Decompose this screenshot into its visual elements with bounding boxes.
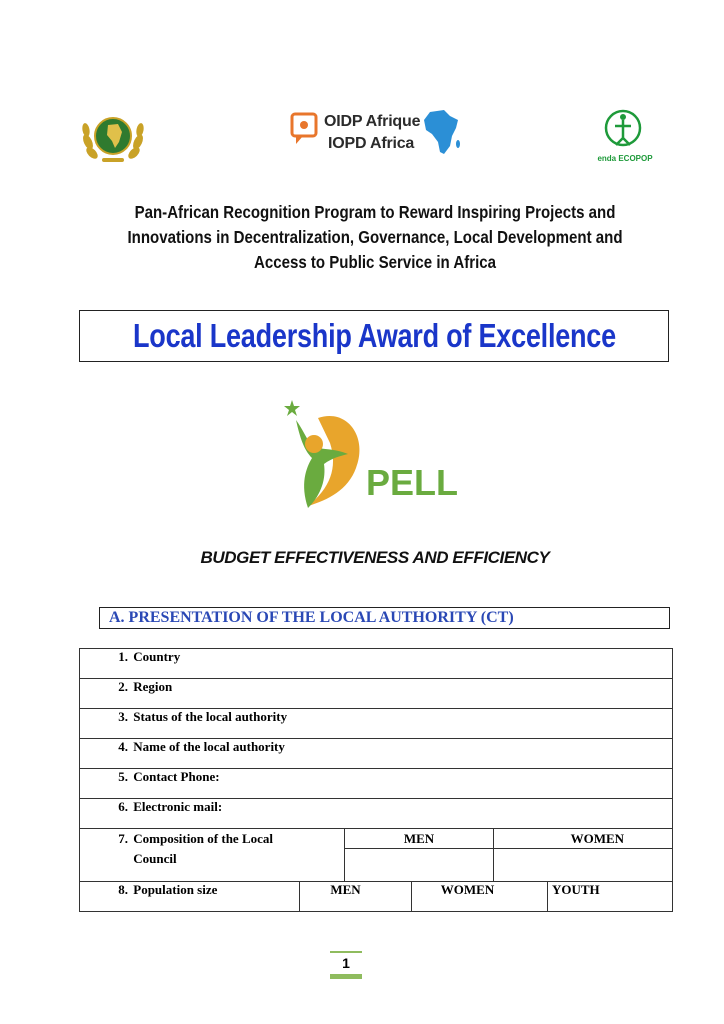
field-label: Region	[133, 679, 173, 694]
form-row-name	[80, 739, 673, 769]
form-row-population	[80, 882, 673, 912]
enda-ecopop-logo	[585, 108, 665, 168]
field-label: Population size	[133, 882, 218, 897]
composition-women-cell	[494, 829, 673, 882]
email-field[interactable]: 6. Electronic mail:	[80, 799, 673, 829]
form-row-status	[80, 709, 673, 739]
field-label: Country	[133, 649, 181, 664]
form-row-composition	[80, 829, 673, 882]
section-heading: BUDGET EFFECTIVENESS AND EFFICIENCY	[200, 548, 550, 567]
section-a-header	[99, 607, 670, 629]
pell-wordmark: PELL	[366, 462, 459, 503]
oidp-line1: OIDP Afrique	[324, 113, 421, 130]
population-men-cell[interactable]: MEN	[300, 882, 412, 912]
country-field[interactable]: 1. Country	[80, 649, 673, 679]
name-field[interactable]: 4. Name of the local authority	[80, 739, 673, 769]
form-row-region	[80, 679, 673, 709]
program-title: Pan-African Recognition Program to Reward Inspiring Projects and Innovations in Decentralization, Governance, Local Development and Access to Public Service in Africa	[127, 202, 623, 272]
field-label: Electronic mail:	[133, 799, 223, 814]
composition-label-cell: 7. Composition of the Local Council	[80, 829, 345, 882]
oidp-logo	[290, 108, 465, 160]
field-label: Name of the local authority	[133, 739, 285, 754]
field-label: Contact Phone:	[133, 769, 220, 784]
composition-men-input[interactable]	[345, 849, 493, 881]
population-youth-cell[interactable]: YOUTH	[548, 882, 673, 912]
page-number: 1	[330, 951, 362, 979]
african-union-logo	[78, 108, 148, 168]
composition-women-input[interactable]	[494, 849, 672, 881]
region-field[interactable]: 2. Region	[80, 679, 673, 709]
form-row-country	[80, 649, 673, 679]
composition-women-header: WOMEN	[494, 829, 672, 849]
composition-men-header: MEN	[345, 829, 493, 849]
pell-logo	[278, 398, 468, 523]
status-field[interactable]: 3. Status of the local authority	[80, 709, 673, 739]
section-a-title: A. PRESENTATION OF THE LOCAL AUTHORITY (CT)	[109, 609, 514, 626]
population-women-cell[interactable]: WOMEN	[412, 882, 548, 912]
form-row-phone	[80, 769, 673, 799]
population-label-cell: 8. Population size	[80, 882, 300, 912]
africa-map-icon	[422, 108, 462, 158]
oidp-line2: IOPD Africa	[328, 135, 415, 152]
award-title: Local Leadership Award of Excellence	[132, 317, 616, 354]
star-icon	[284, 400, 300, 416]
field-label-cont: Council	[133, 851, 177, 866]
composition-men-cell	[345, 829, 494, 882]
enda-emblem-icon	[603, 108, 643, 150]
local-authority-form	[79, 648, 673, 912]
phone-field[interactable]: 5. Contact Phone:	[80, 769, 673, 799]
field-label: Status of the local authority	[133, 709, 288, 724]
field-label: Composition of the Local	[133, 831, 273, 846]
form-row-email	[80, 799, 673, 829]
award-title-box	[79, 310, 669, 362]
oidp-speech-icon	[290, 112, 320, 146]
enda-label: enda ECOPOP	[597, 154, 653, 163]
